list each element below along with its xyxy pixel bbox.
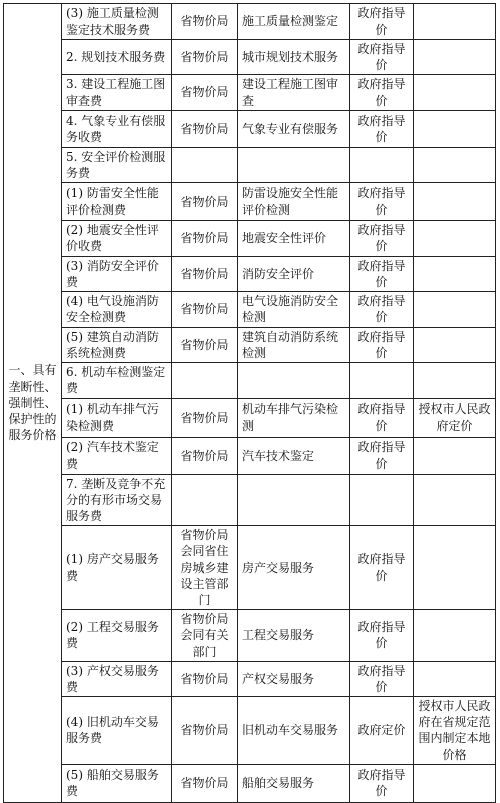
remarks-cell — [414, 147, 496, 182]
remarks-cell — [414, 327, 496, 362]
table-row — [4, 526, 496, 610]
pricing-form-cell: 政府指导价 — [350, 437, 414, 474]
table-row — [4, 183, 496, 221]
service-content-cell: 防雷设施安全性能评价检测 — [238, 183, 350, 221]
remarks-cell — [414, 610, 496, 662]
service-content-cell: 汽车技术鉴定 — [238, 437, 350, 474]
remarks-cell — [414, 221, 496, 256]
item-name-cell: (4) 电气设施消防安全检测费 — [62, 291, 172, 327]
remarks-cell — [414, 363, 496, 398]
item-name-cell: (2) 汽车技术鉴定费 — [62, 437, 172, 474]
pricing-department-cell: 省物价局 — [172, 183, 238, 221]
item-name-cell: 5. 安全评价检测服务费 — [62, 147, 172, 182]
table-row — [4, 398, 496, 437]
table-body — [4, 4, 496, 803]
pricing-department-cell: 省物价局 — [172, 110, 238, 147]
table-row — [4, 75, 496, 110]
category-cell: 一、具有垄断性、强制性、保护性的服务价格 — [4, 4, 62, 803]
pricing-form-cell: 政府指导价 — [350, 183, 414, 221]
service-content-cell: 机动车排气污染检测 — [238, 398, 350, 437]
table-row — [4, 474, 496, 526]
pricing-department-cell: 省物价局会同有关部门 — [172, 610, 238, 662]
pricing-form-cell: 政府指导价 — [350, 256, 414, 291]
remarks-cell — [414, 256, 496, 291]
item-name-cell: 4. 气象专业有偿服务收费 — [62, 110, 172, 147]
remarks-cell: 授权市人民政府定价 — [414, 398, 496, 437]
remarks-cell — [414, 764, 496, 802]
pricing-form-cell: 政府指导价 — [350, 327, 414, 362]
table-row — [4, 4, 496, 40]
pricing-department-cell: 省物价局 — [172, 4, 238, 40]
service-content-cell: 建筑自动消防系统检测 — [238, 327, 350, 362]
pricing-form-cell: 政府指导价 — [350, 4, 414, 40]
service-content-cell: 建设工程施工图审查 — [238, 75, 350, 110]
item-name-cell: (3) 产权交易服务费 — [62, 661, 172, 696]
pricing-department-cell: 省物价局会同省住房城乡建设主管部门 — [172, 526, 238, 610]
remarks-cell — [414, 291, 496, 327]
service-content-cell: 地震安全性评价 — [238, 221, 350, 256]
pricing-department-cell: 省物价局 — [172, 398, 238, 437]
pricing-department-cell: 省物价局 — [172, 437, 238, 474]
table-row — [4, 291, 496, 327]
item-name-cell: 3. 建设工程施工图审查费 — [62, 75, 172, 110]
table-row — [4, 437, 496, 474]
service-content-cell: 工程交易服务 — [238, 610, 350, 662]
table-row — [4, 110, 496, 147]
item-name-cell: (5) 船舶交易服务费 — [62, 764, 172, 802]
pricing-form-cell: 政府指导价 — [350, 291, 414, 327]
item-name-cell: (2) 工程交易服务费 — [62, 610, 172, 662]
pricing-form-cell: 政府指导价 — [350, 40, 414, 75]
pricing-form-cell: 政府指导价 — [350, 398, 414, 437]
remarks-cell — [414, 4, 496, 40]
pricing-department-cell: 省物价局 — [172, 40, 238, 75]
remarks-cell — [414, 110, 496, 147]
pricing-form-cell: 政府定价 — [350, 697, 414, 765]
table-row — [4, 221, 496, 256]
pricing-department-cell — [172, 147, 238, 182]
service-content-cell: 房产交易服务 — [238, 526, 350, 610]
service-content-cell: 船舶交易服务 — [238, 764, 350, 802]
pricing-department-cell: 省物价局 — [172, 221, 238, 256]
item-name-cell: (1) 机动车排气污染检测费 — [62, 398, 172, 437]
remarks-cell — [414, 526, 496, 610]
remarks-cell — [414, 474, 496, 526]
item-name-cell: (4) 旧机动车交易服务费 — [62, 697, 172, 765]
service-content-cell — [238, 363, 350, 398]
item-name-cell: (1) 防雷安全性能评价检测费 — [62, 183, 172, 221]
pricing-department-cell: 省物价局 — [172, 661, 238, 696]
remarks-cell — [414, 40, 496, 75]
item-name-cell: (3) 施工质量检测鉴定技术服务费 — [62, 4, 172, 40]
table-row — [4, 764, 496, 802]
pricing-department-cell — [172, 474, 238, 526]
table-row — [4, 661, 496, 696]
table-row — [4, 147, 496, 182]
pricing-department-cell — [172, 363, 238, 398]
pricing-department-cell: 省物价局 — [172, 75, 238, 110]
service-content-cell — [238, 474, 350, 526]
item-name-cell: (2) 地震安全性评价收费 — [62, 221, 172, 256]
item-name-cell: 6. 机动车检测鉴定费 — [62, 363, 172, 398]
item-name-cell: (1) 房产交易服务费 — [62, 526, 172, 610]
remarks-cell — [414, 437, 496, 474]
item-name-cell: 2. 规划技术服务费 — [62, 40, 172, 75]
pricing-department-cell: 省物价局 — [172, 291, 238, 327]
pricing-form-cell: 政府指导价 — [350, 75, 414, 110]
remarks-cell — [414, 183, 496, 221]
service-content-cell: 产权交易服务 — [238, 661, 350, 696]
pricing-form-cell: 政府指导价 — [350, 661, 414, 696]
remarks-cell — [414, 661, 496, 696]
service-content-cell: 气象专业有偿服务 — [238, 110, 350, 147]
service-content-cell: 消防安全评价 — [238, 256, 350, 291]
pricing-department-cell: 省物价局 — [172, 697, 238, 765]
item-name-cell: (3) 消防安全评价费 — [62, 256, 172, 291]
service-content-cell: 电气设施消防安全检测 — [238, 291, 350, 327]
pricing-form-cell — [350, 363, 414, 398]
pricing-form-cell: 政府指导价 — [350, 110, 414, 147]
pricing-form-cell — [350, 474, 414, 526]
table-row — [4, 610, 496, 662]
pricing-form-cell: 政府指导价 — [350, 764, 414, 802]
table-row — [4, 363, 496, 398]
item-name-cell: 7. 垄断及竞争不充分的有形市场交易服务费 — [62, 474, 172, 526]
table-row — [4, 40, 496, 75]
pricing-form-cell — [350, 147, 414, 182]
remarks-cell — [414, 75, 496, 110]
pricing-form-cell: 政府指导价 — [350, 526, 414, 610]
pricing-department-cell: 省物价局 — [172, 327, 238, 362]
price-catalog-table — [3, 3, 496, 803]
pricing-department-cell: 省物价局 — [172, 256, 238, 291]
pricing-form-cell: 政府指导价 — [350, 610, 414, 662]
service-content-cell: 城市规划技术服务 — [238, 40, 350, 75]
table-row — [4, 697, 496, 765]
table-row — [4, 327, 496, 362]
pricing-form-cell: 政府指导价 — [350, 221, 414, 256]
service-content-cell — [238, 147, 350, 182]
remarks-cell: 授权市人民政府在省规定范围内制定本地价格 — [414, 697, 496, 765]
service-content-cell: 旧机动车交易服务 — [238, 697, 350, 765]
service-content-cell: 施工质量检测鉴定 — [238, 4, 350, 40]
pricing-department-cell: 省物价局 — [172, 764, 238, 802]
item-name-cell: (5) 建筑自动消防系统检测费 — [62, 327, 172, 362]
table-row — [4, 256, 496, 291]
